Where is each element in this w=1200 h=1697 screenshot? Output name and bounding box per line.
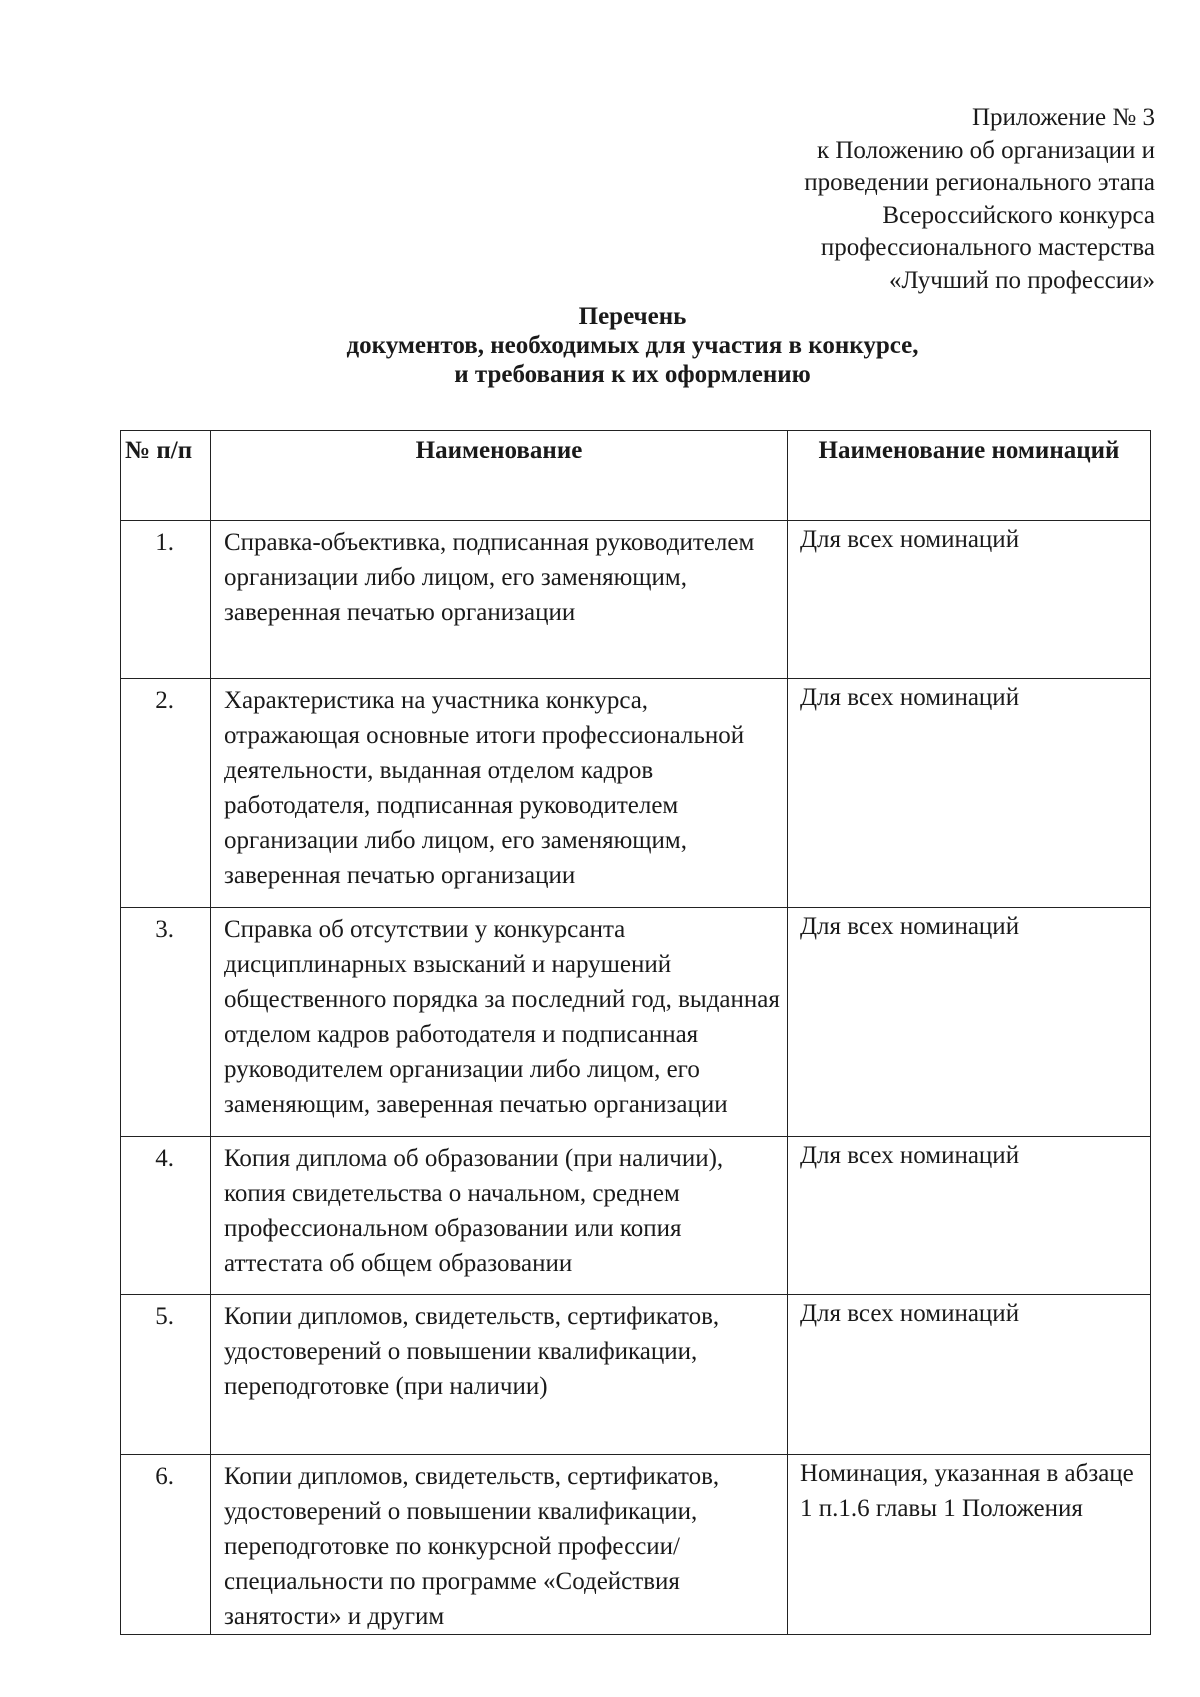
nomination: Для всех номинаций [788, 1295, 1151, 1455]
nomination: Для всех номинаций [788, 679, 1151, 908]
appendix-line: профессионального мастерства [820, 234, 1155, 261]
header-number: № п/п [121, 431, 211, 521]
table-row [121, 1137, 1151, 1295]
nomination: Номинация, указанная в абзаце 1 п.1.6 главы 1 Положения [788, 1455, 1151, 1635]
header-nomination: Наименование номинаций [788, 431, 1151, 521]
table-header-row [121, 431, 1151, 521]
appendix-line: проведении регионального этапа [804, 169, 1155, 196]
nomination: Для всех номинаций [788, 1137, 1151, 1295]
appendix-line: «Лучший по профессии» [888, 266, 1155, 294]
table-row [121, 521, 1151, 679]
row-number: 6. [121, 1455, 211, 1635]
title-line: документов, необходимых для участия в конкурсе, [346, 332, 919, 359]
title-line: и требования к их оформлению [454, 361, 811, 388]
documents-table [120, 430, 1151, 1635]
document-name: Копии дипломов, свидетельств, сертификатов, удостоверений о повышении квалификации, переподготовке (при наличии) [211, 1295, 788, 1455]
table-row [121, 1295, 1151, 1455]
appendix-reference [555, 102, 1155, 297]
document-name: Справка-объективка, подписанная руководителем организации либо лицом, его заменяющим, заверенная печатью организации [211, 521, 788, 679]
nomination: Для всех номинаций [788, 908, 1151, 1137]
table-row [121, 679, 1151, 908]
table-row [121, 908, 1151, 1137]
document-name: Справка об отсутствии у конкурсанта дисциплинарных взысканий и нарушений общественного порядка за последний год, выданная отделом кадров работодателя и подписанная руководителем организации либо лицом, его заменяющим, заверенная печатью организации [211, 908, 788, 1137]
document-name: Копия диплома об образовании (при наличии), копия свидетельства о начальном, среднем профессиональном образовании или копия аттестата об общем образовании [211, 1137, 788, 1295]
row-number: 1. [121, 521, 211, 679]
row-number: 4. [121, 1137, 211, 1295]
appendix-line: Приложение № 3 [971, 104, 1155, 131]
appendix-line: Всероссийского конкурса [882, 201, 1155, 229]
row-number: 2. [121, 679, 211, 908]
document-title [115, 302, 1150, 389]
header-name: Наименование [211, 431, 788, 521]
document-name: Характеристика на участника конкурса, отражающая основные итоги профессиональной деятельности, выданная отделом кадров работодателя, подписанная руководителем организации либо лицом, его заменяющим, заверенная печатью организации [211, 679, 788, 908]
row-number: 3. [121, 908, 211, 1137]
document-name: Копии дипломов, свидетельств, сертификатов, удостоверений о повышении квалификации, переподготовке по конкурсной профессии/специальности по программе «Содействия занятости» и другим [211, 1455, 788, 1635]
row-number: 5. [121, 1295, 211, 1455]
nomination: Для всех номинаций [788, 521, 1151, 679]
appendix-line: к Положению об организации и [816, 136, 1155, 164]
title-line: Перечень [578, 303, 687, 330]
table-row [121, 1455, 1151, 1635]
